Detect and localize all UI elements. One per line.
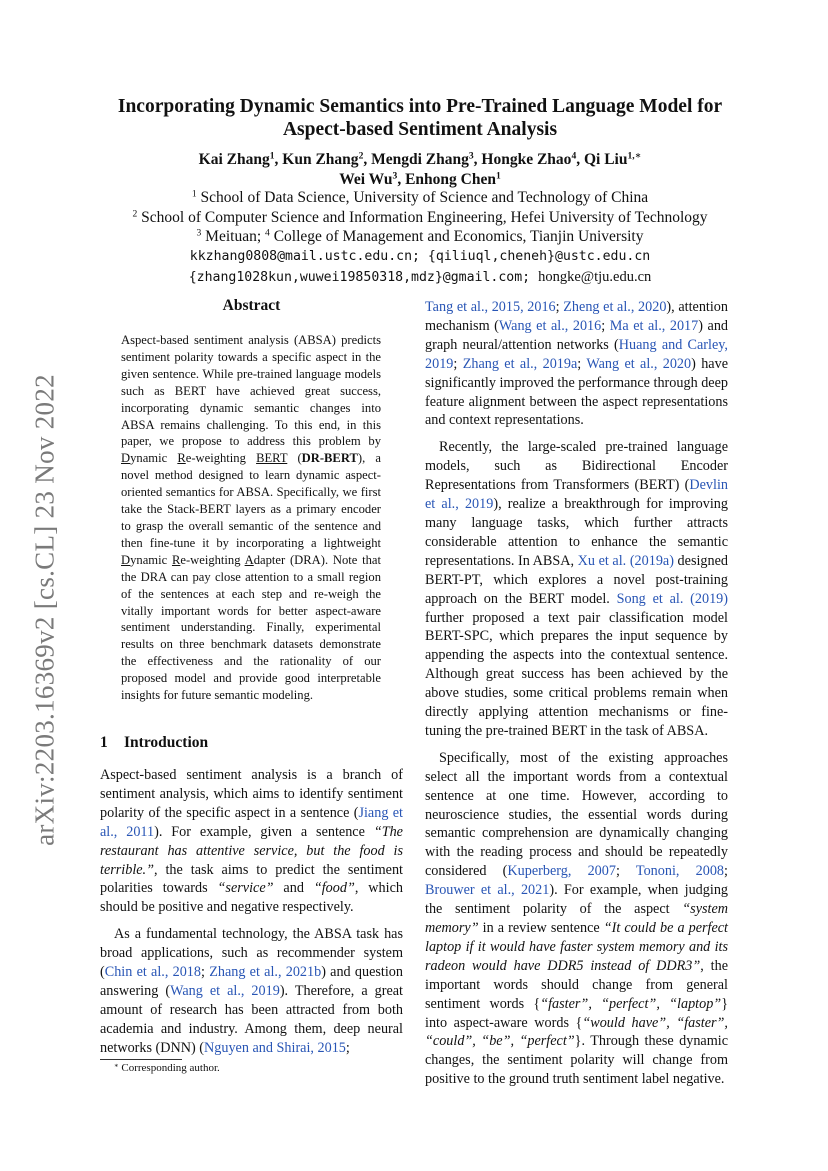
section-heading-introduction: [100, 734, 208, 752]
author-affiliation-mark: 1,∗: [627, 150, 642, 162]
author-affiliation-mark: 1: [495, 170, 501, 182]
affiliation-1: [60, 188, 780, 208]
email-text: hongke@tju.edu.cn: [538, 269, 652, 285]
email-line-2: [60, 267, 780, 288]
affiliation-mark: 2: [132, 208, 138, 220]
citation-link[interactable]: Jiang et al., 2011: [100, 804, 403, 840]
author-emails: [60, 247, 780, 288]
affiliation-text: College of Management and Economics, Tianjin University: [273, 228, 644, 245]
citation-link[interactable]: Chin et al., 2018: [104, 964, 201, 981]
author-list: [90, 150, 750, 190]
author-name: Hongke Zhao: [481, 151, 572, 168]
citation-link[interactable]: Brouwer et al., 2021: [425, 882, 550, 899]
affiliation-mark: 3: [196, 227, 202, 239]
author-name: Qi Liu: [583, 151, 628, 168]
citation-link[interactable]: Nguyen and Shirai, 2015: [204, 1039, 346, 1056]
author-name: Kun Zhang: [282, 151, 359, 168]
authors-line-2: Wei Wu$^3$, Enhong Chen$^1$: [339, 170, 501, 188]
intro-paragraph-3: Recently, the large-scaled pre-trained language models, such as Bidirectional Encoder Representations from Transformers (BERT) (Devlin et al., 2019), realize a breakthrough for improving many language tasks, which further attracts considerable attention to enhance the semantic representations. In ABSA, Xu et al. (2019a) designed BERT-PT, which explores a novel post-training approach on the BERT model. Song et al. (2019) further proposed a text pair classification model BERT-SPC, which prepares the input sequence by appending the aspects into the contextual sentence. Although great success has been achieved by the above studies, some critical problems remain when directly applying attention mechanisms or fine-tuning the pre-trained BERT in the task of ABSA.: [425, 439, 728, 739]
intro-paragraph-1: Aspect-based sentiment analysis is a branch of sentiment analysis, which aims to identify sentiment polarity of the specific aspect in a sentence (Jiang et al., 2011). For example, given a sentence “The restaurant has attentive service, but the food is terrible.”, the task aims to predict the sentiment polarities towards “service” and “food”, which should be positive and negative respectively.: [100, 767, 403, 916]
citation-link[interactable]: Wang et al., 2019: [170, 982, 280, 999]
author-name: Enhong Chen: [405, 171, 496, 188]
citation-link[interactable]: Tononi, 2008: [635, 863, 725, 880]
model-name: DR-BERT: [301, 451, 358, 466]
affiliation-mark: 4: [265, 227, 270, 239]
arxiv-id-text: arXiv:2203.16369v2 [cs.CL] 23 Nov 2022: [29, 374, 60, 846]
paper-title: [90, 95, 750, 141]
email-line-1: kkzhang0808@mail.ustc.edu.cn; {qiliuql,cheneh}@ustc.edu.cn: [189, 249, 651, 264]
author-affiliation-mark: 1: [269, 150, 275, 162]
affiliation-text: School of Data Science, University of Science and Technology of China: [200, 189, 649, 206]
arxiv-identifier: [20, 360, 70, 860]
title-line-1: Incorporating Dynamic Semantics into Pre-Trained Language Model for: [117, 96, 723, 117]
citation-link[interactable]: Wang et al., 2016: [498, 317, 602, 334]
citation-link[interactable]: Zhang et al., 2021b: [209, 964, 322, 981]
author-name: Mengdi Zhang: [371, 151, 469, 168]
footnote-divider: [100, 1059, 182, 1060]
citation-link[interactable]: Huang and Carley, 2019: [425, 336, 728, 372]
intro-paragraph-2-continued: Tang et al., 2015, 2016; Zheng et al., 2020), attention mechanism (Wang et al., 2016; Ma et al., 2017) and graph neural/attention networks (Huang and Carley, 2019; Zhang et al., 2019a; Wang et al., 2020) have significantly improved the performance through deep feature alignment between the aspect representations and context representations.: [425, 299, 729, 429]
abstract-body: Aspect-based sentiment analysis (ABSA) predicts sentiment polarity towards a specific aspect in the given sentence. While pre-trained language models such as BERT have achieved great success, incorporating dynamic semantic changes into ABSA remains challenging. To this end, in this paper, we propose to address this problem by Dynamic Re-weighting BERT (DR-BERT), a novel method designed to learn dynamic aspect-oriented semantics for ABSA. Specifically, we first take the Stack-BERT layers as a primary encoder to grasp the overall semantic of the sentence and then fine-tune it by incorporating a lightweight Dynamic Re-weighting Adapter (DRA). Note that the DRA can pay close attention to a small region of the sentences at each step and re-weigh the vitally important words for better aspect-aware sentiment understanding. Finally, experimental results on three benchmark datasets demonstrate the effectiveness and the rationality of our proposed model and provide good interpretable insights for future semantic modeling.: [121, 333, 382, 703]
intro-paragraph-4: Specifically, most of the existing approaches select all the important words from a contextual sentence at one time. However, according to neuroscience studies, the essential words during semantic comprehension are dynamically changing with the reading process and should be repeatedly considered (Kuperberg, 2007; Tononi, 2008; Brouwer et al., 2021). For example, when judging the sentiment polarity of the aspect “system memory” in a review sentence “It could be a perfect laptop if it would have faster system memory and its radeon would have DDR5 instead of DDR3”, the important words should change from general sentiment words {“faster”, “perfect”, “laptop”} into aspect-aware words {“would have”, “faster”, “could”, “be”, “perfect”}. Through these dynamic changes, the sentiment polarity will change from positive to the ground truth sentiment label negative.: [425, 749, 729, 1088]
affiliation-text: School of Computer Science and Information Engineering, Hefei University of Technology: [141, 208, 708, 226]
affiliation-text: Meituan;: [205, 228, 262, 245]
citation-link[interactable]: Zheng et al., 2020: [563, 299, 667, 315]
footnote: [114, 1062, 220, 1074]
affiliation-mark: 1: [191, 188, 197, 200]
authors-line-1: Kai Zhang$^1$, Kun Zhang$^2$, Mengdi Zhang$^3$, Hongke Zhao$^4$, Qi Liu$^{1,∗}$: [198, 150, 642, 168]
author-affiliation-mark: 4: [571, 150, 577, 162]
footnote-mark: ∗: [114, 1062, 119, 1070]
intro-paragraph-2: As a fundamental technology, the ABSA task has broad applications, such as recommender system (Chin et al., 2018; Zhang et al., 2021b) and question answering (Wang et al., 2019). Therefore, a great amount of research has been attracted from both academia and industry. Among them, deep neural networks (DNN) (Nguyen and Shirai, 2015;: [100, 926, 403, 1056]
citation-link[interactable]: Devlin et al., 2019: [425, 477, 728, 513]
section-title: Introduction: [124, 734, 209, 751]
citation-link[interactable]: Tang et al., 2015, 2016: [425, 299, 556, 315]
citation-link[interactable]: Song et al. (2019): [616, 590, 728, 607]
affiliation-3-4: [60, 227, 780, 247]
author-affiliation-mark: 3: [392, 170, 398, 182]
left-column-body: [100, 766, 403, 1058]
citation-link[interactable]: Wang et al., 2020: [586, 355, 692, 372]
affiliation-2: [60, 208, 780, 228]
author-name: Kai Zhang: [198, 151, 270, 168]
right-column-body: [425, 298, 728, 1089]
citation-link[interactable]: Xu et al. (2019a): [577, 552, 674, 569]
citation-link[interactable]: Ma et al., 2017: [609, 317, 699, 334]
author-name: Wei Wu: [339, 171, 393, 188]
title-line-2: Aspect-based Sentiment Analysis: [282, 119, 558, 140]
footnote-text: Corresponding author.: [121, 1062, 220, 1074]
author-affiliation-mark: 3: [468, 150, 474, 162]
citation-link[interactable]: Zhang et al., 2019a: [462, 355, 578, 372]
citation-link[interactable]: Kuperberg, 2007: [507, 863, 616, 880]
abstract-heading: Abstract: [222, 297, 281, 314]
email-text: {zhang1028kun,wuwei19850318,mdz}@gmail.com;: [188, 270, 531, 285]
author-affiliation-mark: 2: [358, 150, 364, 162]
affiliations: [60, 188, 780, 247]
section-number: 1: [100, 734, 108, 751]
